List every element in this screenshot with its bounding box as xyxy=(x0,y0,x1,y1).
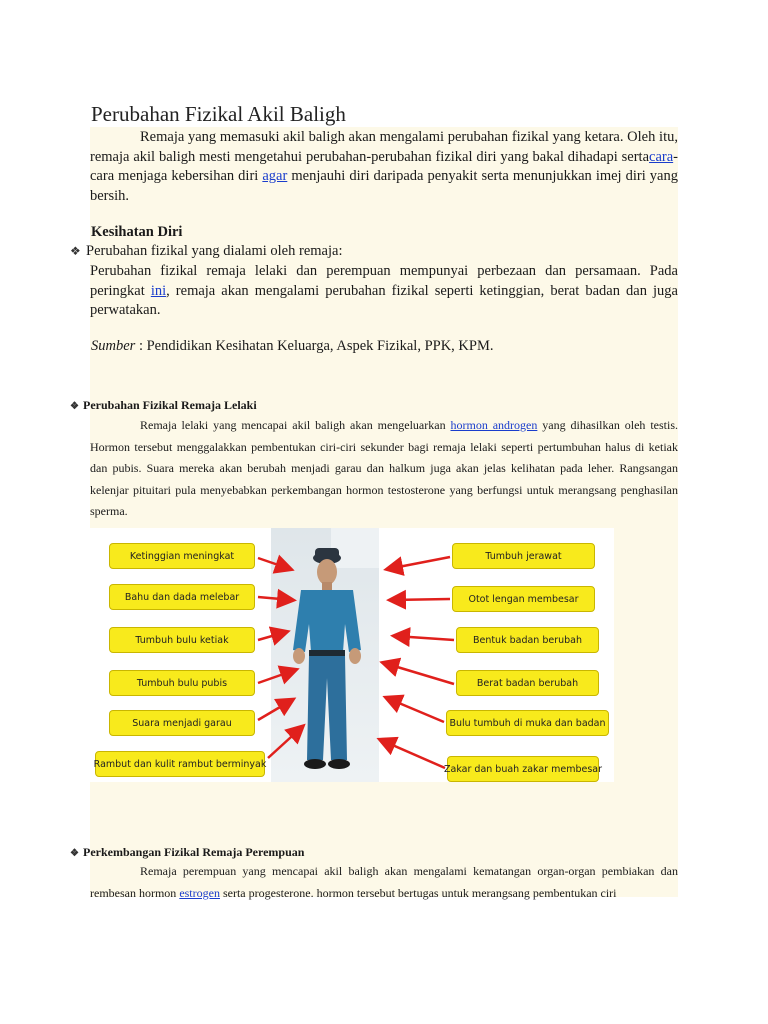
link-hormon-androgen[interactable]: hormon androgen xyxy=(450,418,538,432)
boy-illustration xyxy=(271,528,379,782)
page-title: Perubahan Fizikal Akil Baligh xyxy=(91,102,346,126)
female-heading-text: Perkembangan Fizikal Remaja Perempuan xyxy=(83,845,305,859)
link-estrogen[interactable]: estrogen xyxy=(179,886,220,900)
female-text-b: serta progesterone. hormon tersebut bertugas untuk merangsang pembentukan ciri xyxy=(219,886,617,900)
changes-text-a: Perubahan fizikal remaja lelaki dan perempuan mempunyai perbezaan dan persamaan. Pada peringkat xyxy=(90,263,678,299)
label-tumbuh-jerawat: Tumbuh jerawat xyxy=(452,543,595,569)
section-heading: Kesihatan Diri xyxy=(91,224,183,240)
link-agar[interactable]: agar xyxy=(262,168,288,184)
bullet-text: Perubahan fizikal yang dialami oleh remaja: xyxy=(86,243,343,259)
intro-text-a: Remaja yang memasuki akil baligh akan mengalami perubahan fizikal yang ketara. Oleh itu, remaja akil baligh mesti mengetahui perubahan-perubahan fizikal diri yang bakal dihadapi serta xyxy=(90,129,678,165)
label-zakar-membesar: Zakar dan buah zakar membesar xyxy=(447,756,599,782)
intro-text-c: menjauhi diri daripada penyakit serta menunjukkan imej diri yang bersih. xyxy=(90,168,678,204)
label-ketinggian-meningkat: Ketinggian meningkat xyxy=(109,543,255,569)
changes-text-b: , remaja akan mengalami perubahan fizikal seperti ketinggian, berat badan dan juga perwatakan. xyxy=(90,282,678,318)
link-ini[interactable]: ini xyxy=(150,282,167,299)
diamond-bullet-icon: ❖ xyxy=(70,401,79,412)
boy-photo xyxy=(271,528,379,782)
label-bentuk-badan-berubah: Bentuk badan berubah xyxy=(456,627,599,653)
label-tumbuh-bulu-ketiak: Tumbuh bulu ketiak xyxy=(109,627,255,653)
male-heading xyxy=(70,398,257,413)
source-label: Sumber xyxy=(91,338,136,354)
source-citation xyxy=(91,338,494,355)
label-tumbuh-bulu-pubis: Tumbuh bulu pubis xyxy=(109,670,255,696)
label-bulu-tumbuh-muka-badan: Bulu tumbuh di muka dan badan xyxy=(446,710,609,736)
bullet-item xyxy=(70,243,342,260)
diamond-bullet-icon: ❖ xyxy=(70,244,81,258)
male-paragraph xyxy=(90,415,678,523)
male-heading-text: Perubahan Fizikal Remaja Lelaki xyxy=(83,398,257,412)
female-heading xyxy=(70,845,304,860)
changes-paragraph xyxy=(90,262,678,321)
female-paragraph xyxy=(90,860,678,904)
label-bahu-dan-dada-melebar: Bahu dan dada melebar xyxy=(109,584,255,610)
intro-text-b: -cara menjaga kebersihan diri xyxy=(90,148,678,184)
male-text-a: Remaja lelaki yang mencapai akil baligh akan mengeluarkan xyxy=(140,418,451,432)
label-berat-badan-berubah: Berat badan berubah xyxy=(456,670,599,696)
intro-paragraph xyxy=(90,128,678,206)
male-text-b: yang dihasilkan oleh testis. Hormon tersebut menggalakkan pembentukan ciri-ciri sekunder bagi remaja lelaki seperti pertumbuhan halus di ketiak dan pubis. Suara mereka akan berubah menjadi garau dan halkum juga akan jelas kelihatan pada leher. Rangsangan kelenjar pituitari pula menyebabkan perkembangan hormon testosterone yang berfungsi untuk merangsang penghasilan sperma. xyxy=(90,418,678,518)
source-text: : Pendidikan Kesihatan Keluarga, Aspek Fizikal, PPK, KPM. xyxy=(135,338,494,354)
label-rambut-berminyak: Rambut dan kulit rambut berminyak xyxy=(95,751,265,777)
label-otot-lengan-membesar: Otot lengan membesar xyxy=(452,586,595,612)
female-text-a: Remaja perempuan yang mencapai akil baligh akan mengalami kematangan organ-organ pembiakan dan rembesan hormon xyxy=(90,864,678,900)
link-cara[interactable]: cara xyxy=(649,148,674,165)
diamond-bullet-icon: ❖ xyxy=(70,848,79,859)
label-suara-menjadi-garau: Suara menjadi garau xyxy=(109,710,255,736)
